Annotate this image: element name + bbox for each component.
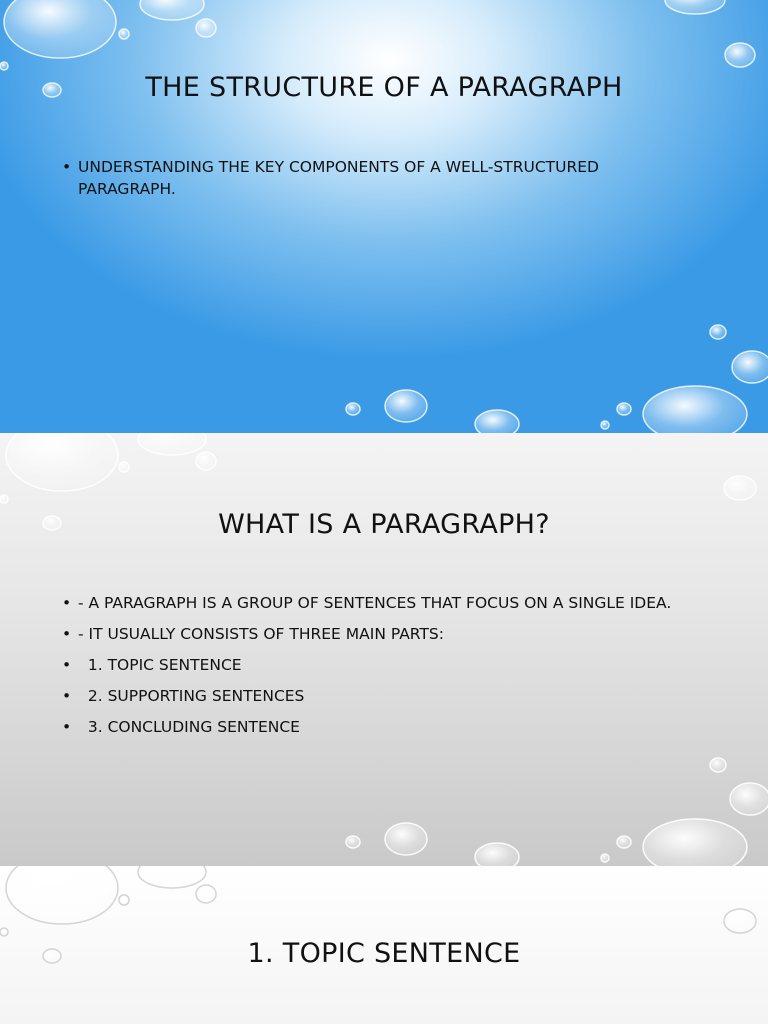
bullet-icon: •	[62, 594, 72, 612]
bullet-icon: •	[62, 625, 72, 643]
bullet-icon: •	[62, 718, 72, 736]
bullet-icon: •	[62, 656, 72, 674]
bullet-list	[62, 156, 662, 200]
bullet-icon: •	[62, 158, 72, 176]
list-item: • 2. SUPPORTING SENTENCES	[62, 681, 752, 712]
list-item: • 3. CONCLUDING SENTENCE	[62, 712, 752, 743]
slide-title: THE STRUCTURE OF A PARAGRAPH	[145, 72, 623, 103]
slide-3	[0, 866, 768, 1024]
bullet-icon: •	[62, 687, 72, 705]
slide-2	[0, 433, 768, 866]
list-item: • UNDERSTANDING THE KEY COMPONENTS OF A WELL-STRUCTURED PARAGRAPH.	[62, 158, 599, 198]
bullet-list	[62, 588, 752, 743]
list-item: • 1. TOPIC SENTENCE	[62, 650, 752, 681]
slide-1	[0, 0, 768, 433]
list-item: • - IT USUALLY CONSISTS OF THREE MAIN PARTS:	[62, 619, 752, 650]
water-drops-decoration	[0, 0, 768, 433]
slide-title: WHAT IS A PARAGRAPH?	[218, 509, 550, 540]
slide-title: 1. TOPIC SENTENCE	[247, 938, 521, 969]
list-item: • - A PARAGRAPH IS A GROUP OF SENTENCES THAT FOCUS ON A SINGLE IDEA.	[62, 588, 752, 619]
